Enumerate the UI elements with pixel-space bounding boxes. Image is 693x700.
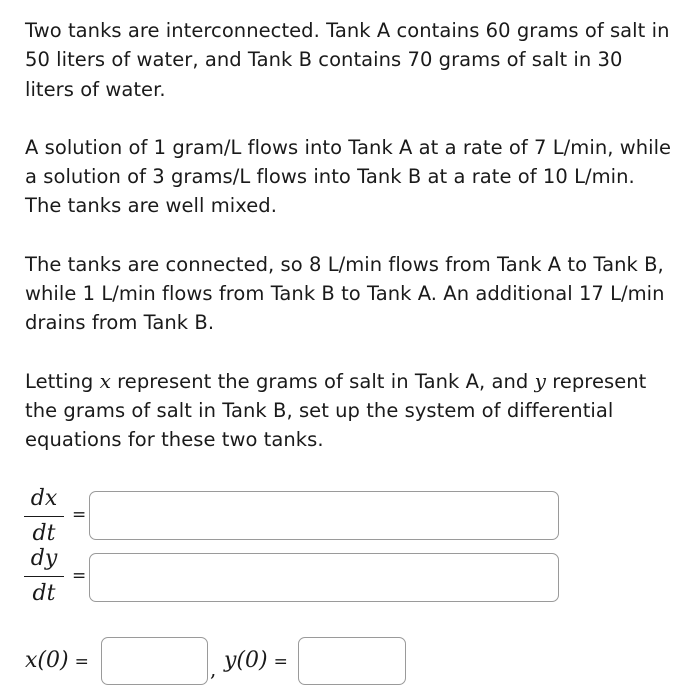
variable-y: y [534, 368, 546, 393]
y0-label-text: y(0) [224, 648, 268, 673]
dxdt-answer-input[interactable] [89, 491, 559, 540]
dydt-denominator: dt [32, 581, 56, 606]
para4-text-middle: represent the grams of salt in Tank A, and [117, 369, 529, 393]
y0-equals-sign: = [273, 652, 288, 672]
x0-label-text: x(0) [25, 648, 69, 673]
dxdt-denominator: dt [32, 521, 56, 546]
ic-separator: , [210, 657, 217, 681]
x0-label [25, 646, 89, 677]
x0-answer-input[interactable] [101, 637, 208, 685]
dxdt-numerator: dx [30, 486, 58, 511]
problem-paragraph-3: The tanks are connected, so 8 L/min flows from Tank A to Tank B, while 1 L/min flows from Tank B to Tank A. An additional 17 L/min drains from Tank B. [25, 252, 665, 335]
para4-text-before: Letting [25, 369, 94, 393]
dxdt-fraction [24, 486, 64, 547]
problem-paragraph-1: Two tanks are interconnected. Tank A contains 60 grams of salt in 50 liters of water, and Tank B contains 70 grams of salt in 30 liters of water. [25, 19, 670, 101]
dydt-fraction [24, 546, 64, 607]
problem-paragraph-4 [25, 367, 675, 455]
y0-answer-input[interactable] [298, 637, 406, 685]
problem-paragraph-2: A solution of 1 gram/L flows into Tank A at a rate of 7 L/min, while a solution of 3 grams/L flows into Tank B at a rate of 10 L/min. The tanks are well mixed. [25, 135, 672, 218]
dydt-answer-input[interactable] [89, 553, 559, 602]
dydt-numerator: dy [30, 546, 58, 571]
problem-statement [25, 16, 675, 484]
dydt-equals-sign: = [72, 566, 87, 586]
y0-label [224, 646, 288, 677]
variable-x: x [99, 368, 111, 393]
dxdt-equals-sign: = [72, 505, 87, 525]
x0-equals-sign: = [74, 652, 89, 672]
dxdt-fraction-bar [24, 516, 64, 517]
dydt-fraction-bar [24, 576, 64, 577]
para4-text-after: represent the grams of salt in Tank B, set up the system of differential equations for these two tanks. [25, 369, 647, 452]
